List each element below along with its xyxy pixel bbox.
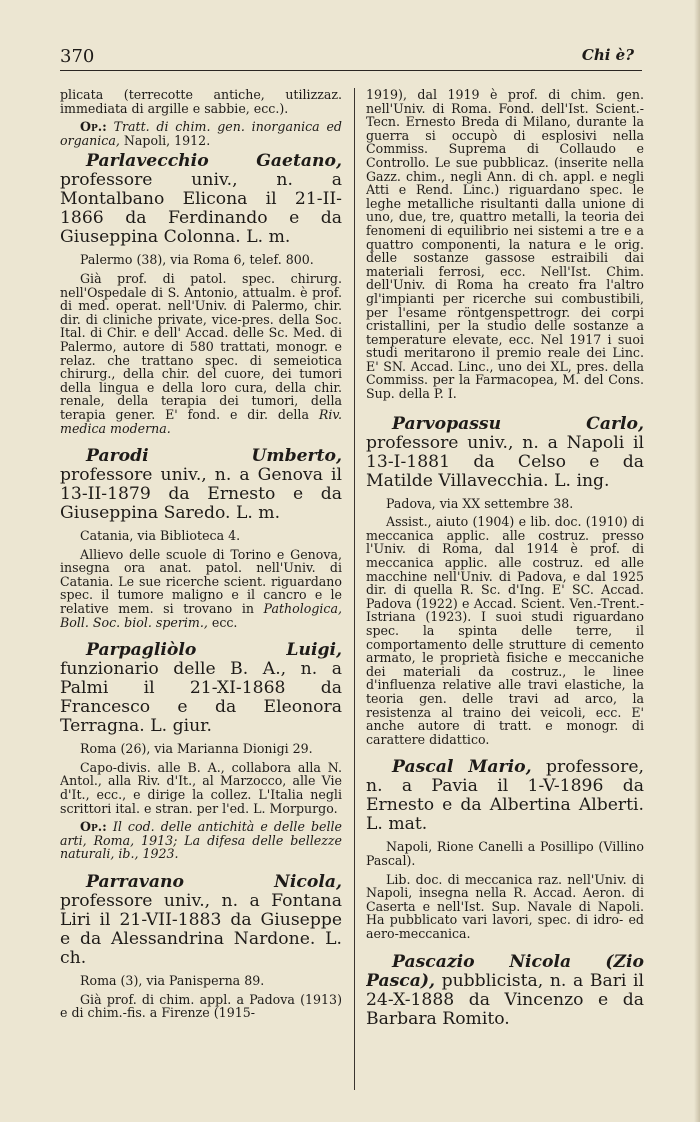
entry-parlavecchio [60,152,342,435]
entry-heading [366,953,644,1029]
entry-parvopassu [366,415,644,747]
text-fragment: Op.: [80,819,107,835]
entry-address: Padova, via XX settembre 38. [386,495,574,511]
entry-bio: Assist., aiuto (1904) e lib. doc. (1910) di meccanica applic. alle costruz. presso l'Univ. di Roma, dal 1914 è prof. di meccanica applic. alle costruz. ed alle macchine nell'Univ. di Padova, e dal 1925 dir. di quella R. Sc. d'Ing. E' SC. Accad. Padova (1922) e Accad. Scient. Ven.-Trent.-Istriana (1923). I suoi studi riguardano spec. la spinta delle terre, il comportamento delle strutture di cemento armato, le proprietà fisiche e meccaniche dei materiali da costruz., le linee d'influenza relative alle travi elastiche, la teoria gen. delle travi ad arco, la resistenza al traino dei veicoli, ecc. E' anche autore di tratt. e monogr. di carattere didattico. [366,514,644,747]
text-fragment: professore univ., n. a Napoli il 13-I-1881 da Celso e da Matilde Villavecchia. L. ing. [366,432,644,491]
entry-bio: Capo-divis. alle B. A., collabora alla N. Antol., alla Riv. d'It., al Marzocco, alle Vie d'It., ecc., e dirige la collez. L'Italia negli scrittori ital. e stran. per l'ed. L. Morpurgo. [60,759,342,816]
entry-bio [60,272,342,435]
entry-bio: Già prof. di chim. appl. a Padova (1913) e di chim.-fis. a Firenze (1915- [60,991,342,1021]
entry-name: Pascal Mario, [392,757,532,778]
text-fragment: Op.: [80,119,107,135]
left-column [60,88,342,1108]
right-column [366,88,644,1108]
text-fragment: Già prof. di patol. spec. chirurg. nell'Ospedale di S. Antonio, attualm. è prof. di med. operat. nell'Univ. di Palermo, chir. dir. di cliniche private, vice-pres. della Soc. Ital. di Chir. e dell' Accad. delle Sc. Med. di Palermo, autore di 580 trattati, monogr. e relaz. che trattano spec. di semeiotica chirurg., della chir. del cuore, dei tumori della lingua e della loro cura, della chir. renale, della terapia dei tumori, della terapia gener. E' fond. e dir. della [60,270,342,422]
text-fragment: Pathologica, Boll. Soc. biol. sperim., [60,601,342,630]
page-number: 370 [60,46,95,67]
entry-heading [60,447,342,523]
intro-op [60,120,342,147]
entry-address: Catania, via Biblioteca 4. [80,528,241,544]
entry-heading [60,152,342,247]
text-fragment: ecc. [211,614,238,630]
text-fragment: professore univ., n. a Fontana Liri il 21-VII-1883 da Giuseppe e da Alessandrina Nardone. L. ch. [60,891,342,968]
intro-text [60,88,342,115]
text-fragment: Allievo delle scuole di Torino e Genova, insegna ora anat. patol. nell'Univ. di Catania. Le sue ricerche scient. riguardano spec. il tumore maligno e il cancro e le relative mem. si trovano in [60,546,342,617]
text-fragment: plicata (terrecotte antiche, utilizzaz. immediata di argille e sabbie, ecc.). [60,88,342,116]
entry-parodi [60,447,342,629]
text-fragment: Riv. medica moderna. [60,406,342,436]
entry-name: Pascazio Nicola [392,951,572,972]
text-fragment: funzionario delle B. A., n. a Palmi il 21-XI-1868 da Francesco e da Eleonora Terragna. L. giur. [60,659,342,737]
entry-pascazio [366,953,644,1029]
entry-address: Roma (3), via Panisperna 89. [80,973,265,988]
entry-name: Parravano Nicola, [86,872,342,892]
text-fragment: Napoli, 1912. [123,132,211,148]
entry-op [60,820,342,861]
continuation-text: 1919), dal 1919 è prof. di chim. gen. nell'Univ. di Roma. Fond. dell'Ist. Scient.-Tecn. Ernesto Breda di Milano, durante la guerra si occupò di esplosivi nella Commiss. Suprema di Collaudo e Controllo. Le sue pubblicaz. (inserite nella Gazz. chim., negli Ann. di ch. appl. e negli Atti e Rend. Linc.) riguardano spec. le leghe metalliche risultanti dalla unione di uno, due, tre, quattro metalli, la teoria dei fenomeni di equilibrio nei sistemi a tre e a quattro componenti, la natura e le orig. delle sostanze gassose estraibili dai materiali ferrosi, ecc. Nell'Ist. Chim. dell'Univ. di Roma ha creato fra l'altro gl'impianti per ricerche sui combustibili, per l'esame röntgenspettrogr. dei corpi cristallini, per la studio delle sostanze a temperature elevate, ecc. Nel 1917 i suoi studi meritarono il premio reale dei Linc. E' SN. Accad. Linc., uno dei XL, pres. della Commiss. per la Farmacopea, M. del Cons. Sup. della P. I. [366,88,644,402]
text-fragment: professore univ., n. a Montalbano Elicona il 21-II-1866 da Ferdinando e da Giuseppina Colonna. L. m. [60,170,342,248]
running-title: Chi è? [581,46,634,64]
entry-name: Parpagliòlo Luigi, [86,640,342,661]
entry-address: Napoli, Rione Canelli a Posillipo (Villino Pascal). [366,839,644,868]
text-fragment: professore, n. a Pavia il 1-V-1896 da Ernesto e da Albertina Alberti. L. mat. [366,757,644,835]
text-fragment: pubblicista, n. a Bari il 24-X-1888 da Vincenzo e da Barbara Romito. [366,970,644,1029]
entry-parravano [60,873,342,1020]
entry-name: Parvopassu Carlo, [392,413,644,434]
entry-bio [60,548,342,630]
page-edge-shadow [694,0,700,1122]
entry-name: Parlavecchio Gaetano, [86,151,342,172]
text-fragment: Il cod. delle antichità e delle belle arti, Roma, 1913; La difesa delle bellezze naturali, ib., 1923. [60,819,342,862]
column-divider [354,88,355,1090]
entry-heading [60,641,342,736]
entry-heading [366,415,644,491]
entry-pascal [366,758,644,940]
entry-address: Roma (26), via Marianna Dionigi 29. [80,741,313,757]
entry-heading [60,873,342,968]
text-fragment: professore univ., n. a Genova il 13-II-1879 da Ernesto e da Giuseppina Saredo. L. m. [60,465,342,524]
entry-pseudonym: (Zio Pasca), [366,951,644,991]
entry-name: Parodi Umberto, [86,446,342,467]
page-header [60,44,642,71]
entry-heading [366,758,644,834]
entry-parpagliolo [60,641,342,861]
entry-address: Palermo (38), via Roma 6, telef. 800. [80,252,314,268]
entry-bio: Lib. doc. di meccanica raz. nell'Univ. di Napoli, insegna nella R. Accad. Aeron. di Caserta e nell'Ist. Sup. Navale di Napoli. Ha pubblicato vari lavori, spec. di idro- ed aero-meccanica. [366,871,644,941]
text-fragment: Tratt. di chim. gen. inorganica ed organica, [60,119,342,148]
